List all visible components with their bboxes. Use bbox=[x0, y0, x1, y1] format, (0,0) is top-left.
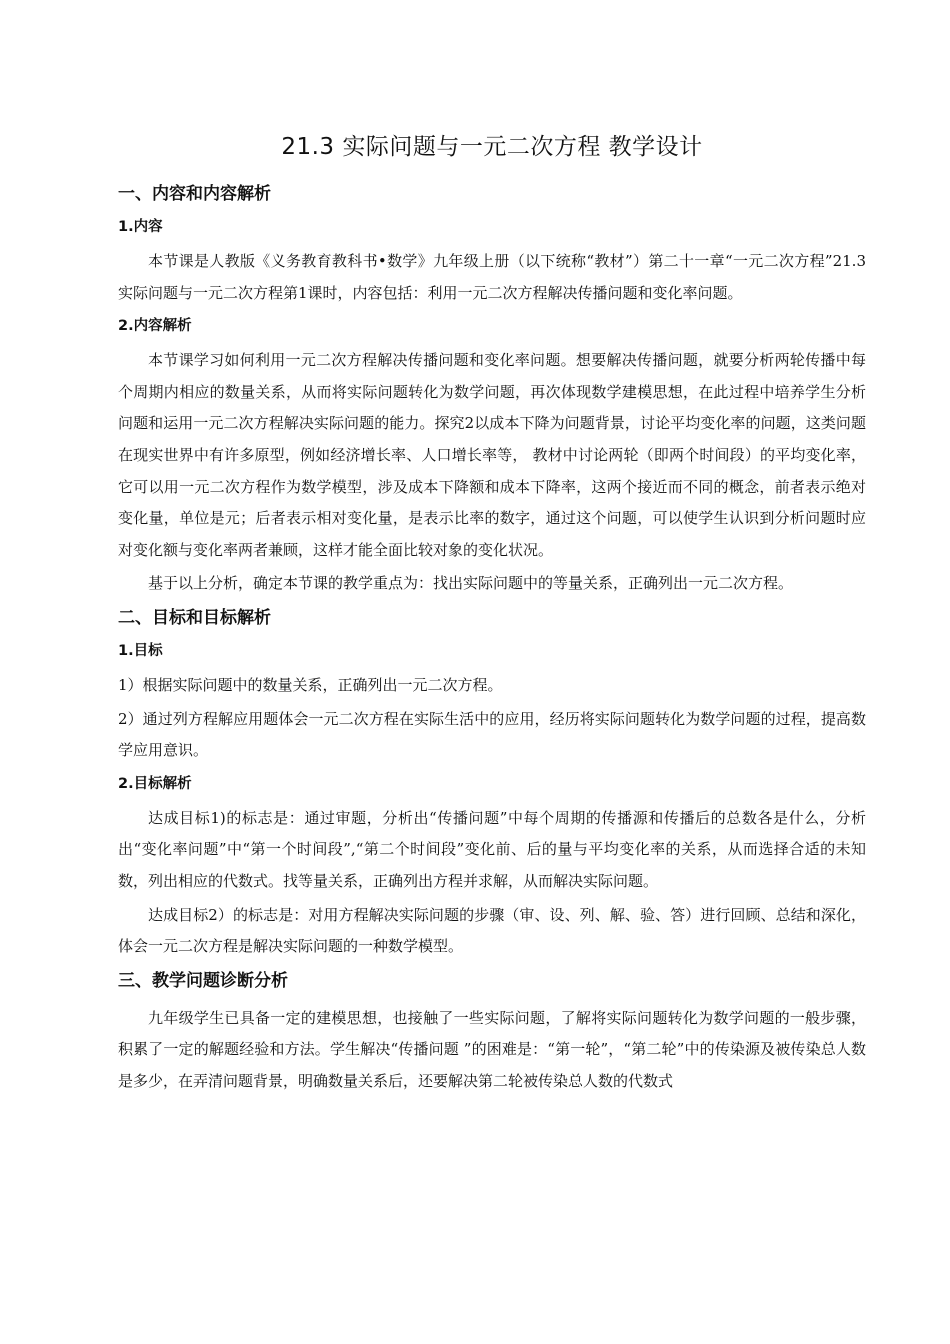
document-title: 21.3 实际问题与一元二次方程 教学设计 bbox=[281, 134, 703, 160]
paragraph-content-analysis: 本节课学习如何利用一元二次方程解决传播问题和变化率问题。想要解决传播问题，就要分析两轮传播中每个周期内相应的数量关系，从而将实际问题转化为数学问题，再次体现数学建模思想，在此过程中培养学生分析问题和运用一元二次方程解决实际问题的能力。探究2以成本下降为问题背景，讨论平均变化率的问题，这类问题在现实世界中有许多原型，例如经济增长率、人口增长率等， 教材中讨论两轮（即两个时间段）的平均变化率，它可以用一元二次方程作为数学模型，涉及成本下降额和成本下降率，这两个接近而不同的概念，前者表示绝对变化量，单位是元；后者表示相对变化量，是表示比率的数字，通过这个问题，可以使学生认识到分析问题时应对变化额与变化率两者兼顾，这样才能全面比较对象的变化状况。 bbox=[118, 351, 866, 559]
document-page bbox=[118, 120, 866, 1099]
paragraph-problem-diagnosis: 九年级学生已具备一定的建模思想，也接触了一些实际问题，了解将实际问题转化为数学问题的一般步骤，积累了一定的解题经验和方法。学生解决“传播问题 ”的困难是：“第一轮”，“第二轮”中的传染源及被传染总人数是多少，在弄清问题背景，明确数量关系后，还要解决第二轮被传染总人数的代数式 bbox=[118, 1008, 866, 1090]
section-heading-goals: 二、目标和目标解析 bbox=[118, 607, 271, 628]
subsection-heading-goals: 1.目标 bbox=[118, 642, 163, 659]
subsection-heading-content: 1.内容 bbox=[118, 219, 163, 235]
paragraph-goal-analysis-1: 达成目标1)的标志是：通过审题，分析出“传播问题”中每个周期的传播源和传播后的总数各是什么，分析出“变化率问题”中“第一个时间段”,“第二个时间段”变化前、后的量与平均变化率的关系，从而选择合适的未知数，列出相应的代数式。找等量关系，正确列出方程并求解，从而解决实际问题。 bbox=[118, 808, 866, 890]
goal-item-1: 1）根据实际问题中的数量关系，正确列出一元二次方程。 bbox=[118, 675, 503, 694]
section-heading-problem-diagnosis: 三、教学问题诊断分析 bbox=[118, 970, 288, 991]
paragraph-teaching-focus: 基于以上分析，确定本节课的教学重点为：找出实际问题中的等量关系，正确列出一元二次方程。 bbox=[148, 574, 794, 593]
section-heading-content-analysis: 一、内容和内容解析 bbox=[118, 184, 271, 204]
paragraph-goal-analysis-2: 达成目标2）的标志是：对用方程解决实际问题的步骤（审、设、列、解、验、答）进行回顾、总结和深化，体会一元二次方程是解决实际问题的一种数学模型。 bbox=[118, 905, 866, 956]
subsection-heading-content-analysis: 2.内容解析 bbox=[118, 318, 192, 335]
subsection-heading-goal-analysis: 2.目标解析 bbox=[118, 775, 192, 792]
paragraph-content: 本节课是人教版《义务教育教科书•数学》九年级上册（以下统称“教材”）第二十一章“一元二次方程”21.3 实际问题与一元二次方程第1课时，内容包括：利用一元二次方程解决传播问题和变化率问题。 bbox=[118, 252, 866, 302]
goal-item-2: 2）通过列方程解应用题体会一元二次方程在实际生活中的应用，经历将实际问题转化为数学问题的过程，提高数学应用意识。 bbox=[118, 709, 866, 760]
